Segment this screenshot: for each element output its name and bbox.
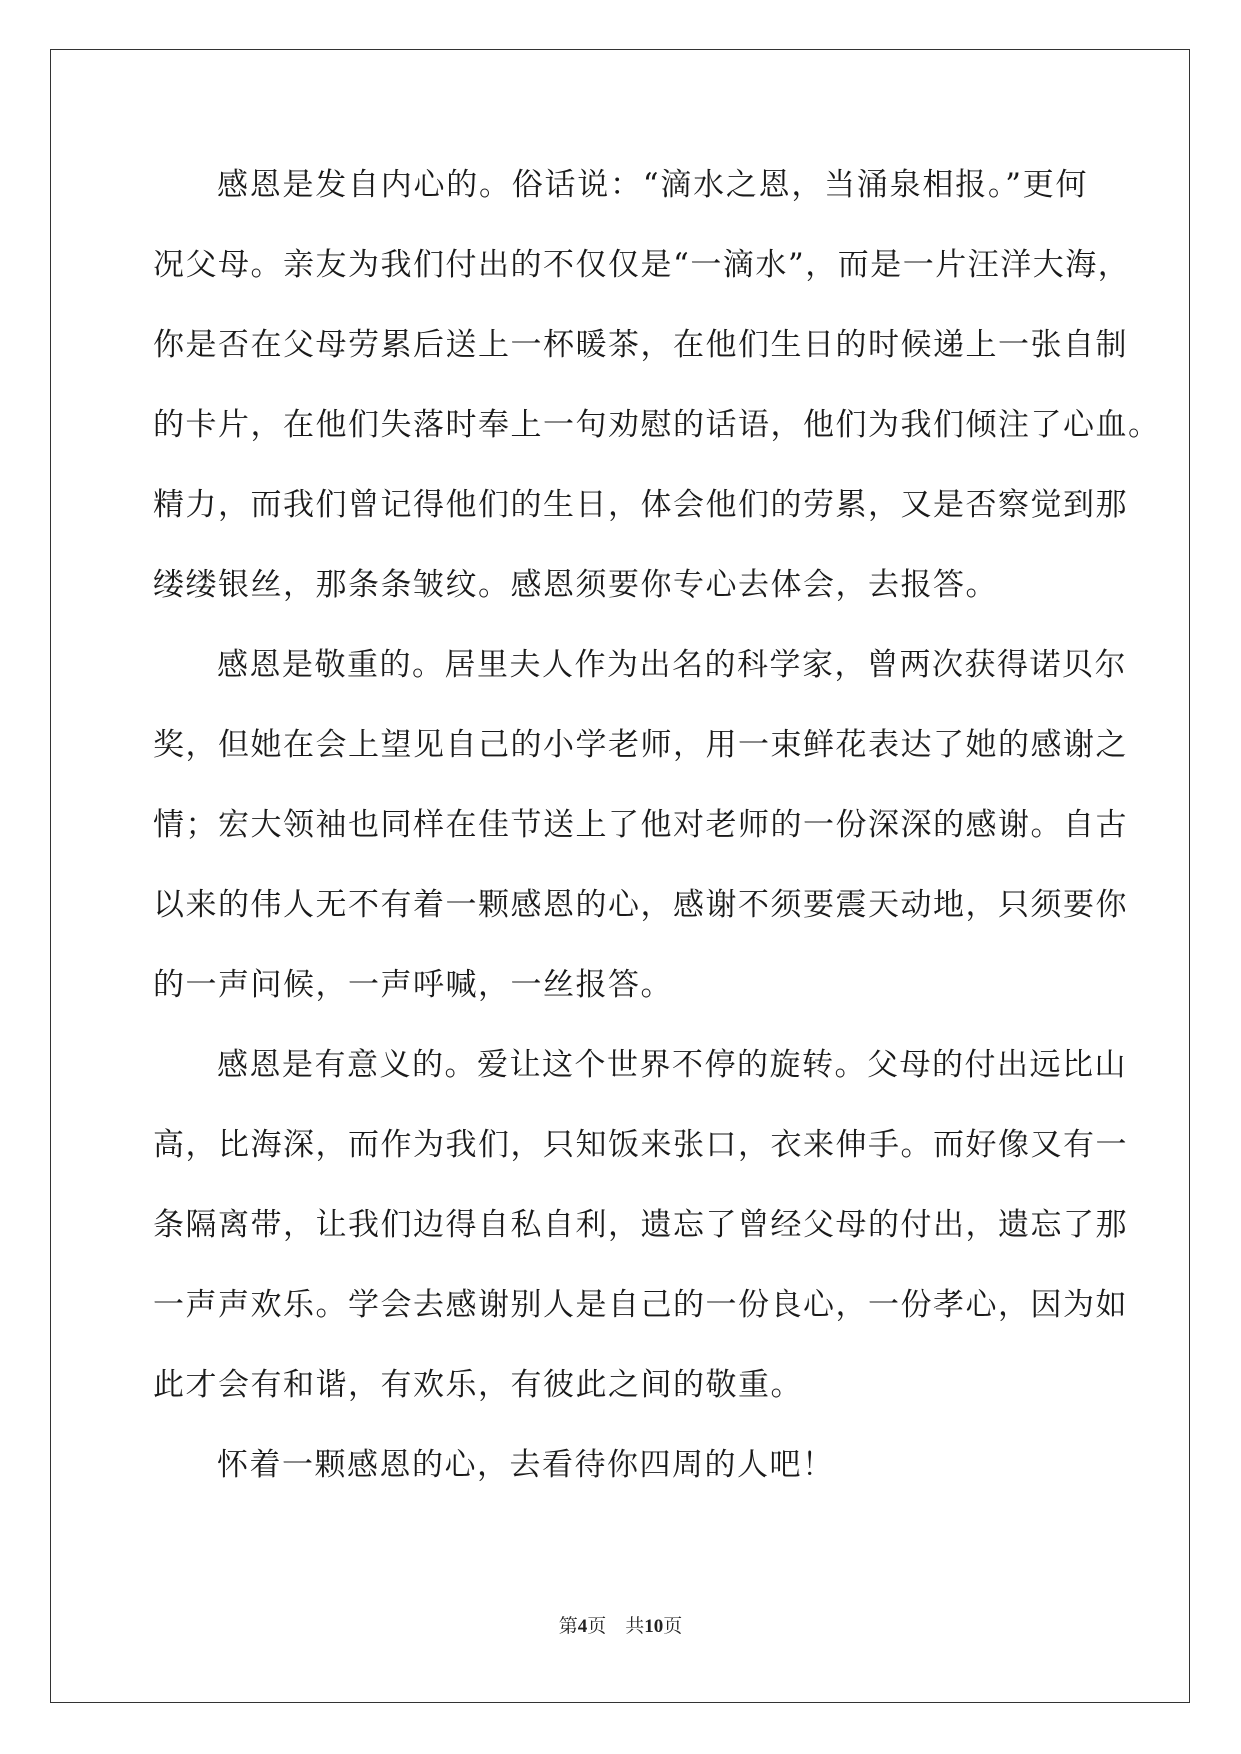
footer-page-suffix: 页 (587, 1616, 607, 1637)
text-line: 缕缕银丝，那条条皱纹。感恩须要你专心去体会，去报答。 (153, 567, 998, 603)
footer-total-pages: 10 (644, 1616, 664, 1637)
paragraph (153, 1025, 1128, 1425)
page-footer (0, 1611, 1241, 1638)
footer-total-prefix: 共 (625, 1616, 645, 1637)
paragraph (153, 625, 1128, 1025)
document-body (153, 145, 1161, 1505)
text-line: 况父母。亲友为我们付出的不仅仅是“一滴水”，而是一片汪洋大海， (153, 247, 1131, 283)
text-line: 你是否在父母劳累后送上一杯暖茶，在他们生日的时候递上一张自制 (153, 327, 1128, 363)
text-line: 此才会有和谐，有欢乐，有彼此之间的敬重。 (153, 1367, 803, 1403)
text-line: 奖，但她在会上望见自己的小学老师，用一束鲜花表达了她的感谢之 (153, 727, 1128, 763)
text-line: 的卡片，在他们失落时奉上一句劝慰的话语，他们为我们倾注了心血。 (153, 407, 1161, 443)
footer-total-suffix: 页 (663, 1616, 683, 1637)
text-line: 感恩是发自内心的。俗话说：“滴水之恩，当涌泉相报。”更何 (217, 167, 1088, 203)
text-line: 高，比海深，而作为我们，只知饭来张口，衣来伸手。而好像又有一 (153, 1127, 1128, 1163)
text-line: 条隔离带，让我们边得自私自利，遗忘了曾经父母的付出，遗忘了那 (153, 1207, 1128, 1243)
footer-page-number: 4 (577, 1616, 588, 1637)
text-line: 以来的伟人无不有着一颗感恩的心，感谢不须要震天动地，只须要你 (153, 887, 1128, 923)
text-line: 感恩是敬重的。居里夫人作为出名的科学家，曾两次获得诺贝尔 (217, 647, 1127, 683)
text-line: 一声声欢乐。学会去感谢别人是自己的一份良心，一份孝心，因为如 (153, 1287, 1128, 1323)
text-line: 精力，而我们曾记得他们的生日，体会他们的劳累，又是否察觉到那 (153, 487, 1128, 523)
paragraph (153, 145, 1161, 625)
text-line: 情；宏大领袖也同样在佳节送上了他对老师的一份深深的感谢。自古 (153, 807, 1128, 843)
text-line: 的一声问候，一声呼喊，一丝报答。 (153, 967, 673, 1003)
footer-page-prefix: 第 (558, 1616, 578, 1637)
paragraph (153, 1425, 1088, 1505)
text-line: 怀着一颗感恩的心，去看待你四周的人吧！ (217, 1447, 835, 1483)
text-line: 感恩是有意义的。爱让这个世界不停的旋转。父母的付出远比山 (217, 1047, 1127, 1083)
